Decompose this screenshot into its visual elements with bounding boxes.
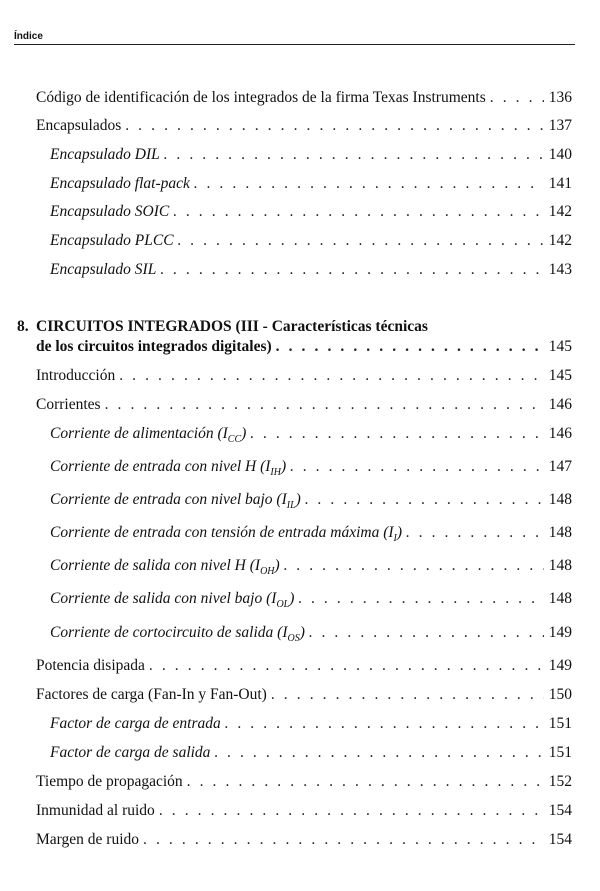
- leader-dots: [284, 556, 544, 576]
- entry-title: [50, 523, 402, 549]
- entry-title-text: Inmunidad al ruido: [36, 802, 155, 819]
- entry-title: [50, 424, 246, 450]
- leader-dots: [160, 260, 544, 280]
- entry-title-text: Introducción: [36, 367, 116, 384]
- toc-entry: [50, 623, 572, 643]
- toc-entry: [36, 116, 572, 136]
- toc-entry: [36, 772, 572, 792]
- entry-title: [36, 395, 101, 415]
- leader-dots: [290, 457, 544, 477]
- page-number: 148: [548, 590, 572, 607]
- entry-subscript: I: [393, 533, 397, 545]
- page-number: 149: [548, 657, 572, 674]
- leader-dots: [298, 589, 544, 609]
- chapter-title-line2: de los circuitos integrados digitales): [36, 338, 272, 355]
- toc-entry: [50, 523, 572, 543]
- entry-title: [36, 772, 183, 792]
- toc-entry: [36, 395, 572, 415]
- entry-title-text: Corriente de salida con nivel bajo (I: [50, 590, 277, 607]
- entry-close-paren: ): [289, 590, 295, 607]
- page-number: 136: [548, 89, 572, 106]
- leader-dots: [143, 830, 544, 850]
- entry-title: [50, 145, 160, 165]
- toc-entry: [36, 88, 572, 108]
- toc-entry: [50, 589, 572, 609]
- page-number: 147: [548, 458, 572, 475]
- toc-entry: [50, 174, 572, 194]
- entry-title: [50, 260, 156, 280]
- entry-title: [36, 830, 139, 850]
- page-number: 150: [548, 686, 572, 703]
- entry-title-text: Factores de carga (Fan-In y Fan-Out): [36, 686, 267, 703]
- entry-subscript: OS: [287, 633, 300, 645]
- entry-title-text: Corriente de entrada con nivel H (I: [50, 458, 271, 475]
- leader-dots: [309, 623, 544, 643]
- entry-title: [50, 623, 305, 649]
- chapter-title-line1: CIRCUITOS INTEGRADOS (III - Características técnicas: [36, 318, 428, 335]
- leader-dots: [149, 656, 544, 676]
- page-number: 154: [548, 802, 572, 819]
- leader-dots: [406, 523, 544, 543]
- toc-entry: [36, 366, 572, 386]
- entry-title-text: Corriente de entrada con tensión de entrada máxima (I: [50, 524, 394, 541]
- entry-title: [50, 743, 210, 763]
- page-number: 143: [548, 261, 572, 278]
- page-number: 149: [548, 624, 572, 641]
- entry-title-text: Margen de ruido: [36, 831, 140, 848]
- leader-dots: [173, 202, 544, 222]
- leader-dots: [214, 743, 544, 763]
- entry-title-text: Factor de carga de salida: [50, 744, 211, 761]
- entry-title-text: Encapsulado PLCC: [50, 232, 174, 249]
- entry-close-paren: ): [396, 524, 403, 541]
- leader-dots: [276, 337, 544, 357]
- entry-close-paren: ): [299, 624, 305, 641]
- entry-title: [36, 116, 121, 136]
- leader-dots: [490, 88, 544, 108]
- toc-entry: [36, 830, 572, 850]
- page-number: 142: [548, 232, 572, 249]
- leader-dots: [119, 366, 544, 386]
- entry-title-text: Potencia disipada: [36, 657, 145, 674]
- entry-title-text: Corriente de cortocircuito de salida (I: [50, 624, 288, 641]
- entry-title-text: Corriente de alimentación (I: [50, 425, 228, 442]
- toc-entry: [50, 145, 572, 165]
- page-number: 154: [548, 831, 572, 848]
- entry-title: [50, 714, 221, 734]
- entry-title-text: Encapsulados: [36, 117, 122, 134]
- toc-entry: [36, 656, 572, 676]
- entry-subscript: OL: [276, 599, 290, 611]
- toc-entry: [50, 457, 572, 477]
- page-number: 152: [548, 773, 572, 790]
- leader-dots: [271, 685, 544, 705]
- entry-title: [36, 685, 267, 705]
- leader-dots: [164, 145, 544, 165]
- page-number: 145: [548, 338, 572, 355]
- entry-title-text: Corriente de salida con nivel H (I: [50, 557, 261, 574]
- entry-title: [36, 656, 145, 676]
- page-number: 140: [548, 146, 572, 163]
- page-number: 148: [548, 524, 572, 541]
- chapter-heading: [17, 318, 428, 336]
- leader-dots: [250, 424, 544, 444]
- page-number: 145: [548, 367, 572, 384]
- page-number: 137: [548, 117, 572, 134]
- running-header: Índice: [14, 31, 43, 42]
- toc-entry: [36, 685, 572, 705]
- entry-title-text: Encapsulado SOIC: [50, 203, 170, 220]
- entry-close-paren: ): [295, 491, 301, 508]
- entry-subscript: IL: [286, 500, 296, 512]
- toc-entry: [50, 231, 572, 251]
- toc-entry: [50, 743, 572, 763]
- toc-entry: [50, 556, 572, 576]
- entry-title-text: Corrientes: [36, 396, 101, 413]
- entry-title-text: Encapsulado DIL: [50, 146, 160, 163]
- entry-title: [50, 174, 190, 194]
- entry-title: [50, 202, 169, 222]
- toc-entry: [36, 801, 572, 821]
- entry-title: [50, 589, 294, 615]
- entry-title: [50, 231, 174, 251]
- entry-subscript: OH: [260, 566, 275, 578]
- toc-entry: [50, 202, 572, 222]
- page-number: 151: [548, 744, 572, 761]
- entry-title: [36, 801, 155, 821]
- chapter-number: 8.: [17, 318, 29, 335]
- leader-dots: [159, 801, 544, 821]
- entry-close-paren: ): [274, 557, 280, 574]
- entry-subscript: CC: [227, 434, 242, 446]
- leader-dots: [225, 714, 544, 734]
- leader-dots: [194, 174, 544, 194]
- header-rule: [14, 44, 575, 45]
- leader-dots: [105, 395, 544, 415]
- leader-dots: [187, 772, 544, 792]
- page-number: 141: [548, 175, 572, 192]
- page-number: 142: [548, 203, 572, 220]
- entry-title: [50, 457, 286, 483]
- entry-close-paren: ): [280, 458, 287, 475]
- entry-close-paren: ): [241, 425, 247, 442]
- entry-title-text: Encapsulado flat-pack: [50, 175, 190, 192]
- entry-title: [36, 88, 486, 108]
- toc-entry: [50, 714, 572, 734]
- entry-title: [50, 556, 280, 582]
- entry-title: [36, 366, 115, 386]
- entry-title-text: Código de identificación de los integrados de la firma Texas Instruments: [36, 89, 486, 106]
- leader-dots: [125, 116, 544, 136]
- page-number: 148: [548, 557, 572, 574]
- entry-title-text: Tiempo de propagación: [36, 773, 183, 790]
- entry-title: [50, 490, 301, 516]
- toc-entry-chapter: [36, 337, 572, 357]
- toc-entry: [50, 260, 572, 280]
- toc-entry: [50, 424, 572, 444]
- page-number: 148: [548, 491, 572, 508]
- entry-title-text: Encapsulado SIL: [50, 261, 157, 278]
- toc-entry: [50, 490, 572, 510]
- page-number: 151: [548, 715, 572, 732]
- leader-dots: [305, 490, 544, 510]
- entry-title-text: Factor de carga de entrada: [50, 715, 221, 732]
- leader-dots: [178, 231, 544, 251]
- entry-subscript: IH: [270, 467, 281, 479]
- page-number: 146: [548, 396, 572, 413]
- page-number: 146: [548, 425, 572, 442]
- entry-title-text: Corriente de entrada con nivel bajo (I: [50, 491, 287, 508]
